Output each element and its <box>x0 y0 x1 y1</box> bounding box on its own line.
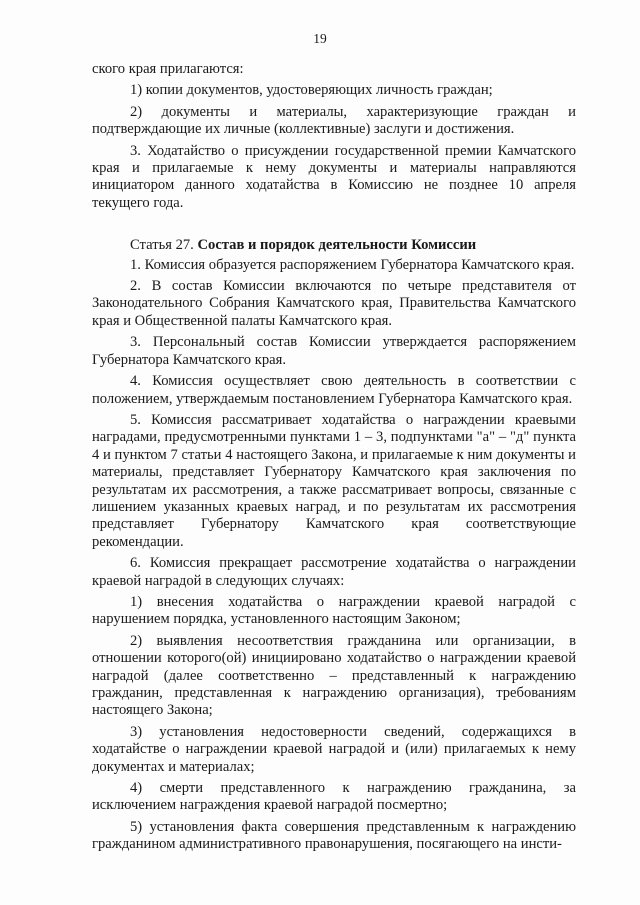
page-number: 19 <box>313 31 327 46</box>
list-item: 1. Комиссия образуется распоряжением Губернатора Камчатского края. <box>130 256 575 273</box>
paragraph: 3. Ходатайство о присуждении государственной премии Камчатского края и прилагаемые к нему документы и материалы направляются инициатором данного ходатайства в Комиссию не позднее 10 апреля текущего года. <box>92 142 576 211</box>
list-item: 5. Комиссия рассматривает ходатайства о награждении краевыми наградами, предусмотренными пунктами 1 – 3, подпунктами "а" – "д" пункта 4 и пунктом 7 статьи 4 настоящего Закона, и прилагаемые к ним документы и материалы, представляет Губернатору Камчатского края заключения по результатам их рассмотрения, а также рассматривает вопросы, связанные с лишением указанных краевых наград, и по результатам их рассмотрения представляет Губернатору Камчатского края соответствующие рекомендации. <box>92 411 576 550</box>
list-item: 3) установления недостоверности сведений, содержащихся в ходатайстве о награждении краевой наградой и (или) прилагаемых к нему документах и материалах; <box>92 723 576 775</box>
list-item: 2. В состав Комиссии включаются по четыре представителя от Законодательного Собрания Камчатского края, Правительства Камчатского края и Общественной палаты Камчатского края. <box>92 278 576 329</box>
article-title: Состав и порядок деятельности Комиссии <box>197 237 477 254</box>
list-item: 1) внесения ходатайства о награждении краевой наградой с нарушением порядка, установленного настоящим Законом; <box>92 593 576 628</box>
list-item: 6. Комиссия прекращает рассмотрение ходатайства о награждении краевой наградой в следующих случаях: <box>92 555 576 589</box>
list-item: 3. Персональный состав Комиссии утверждается распоряжением Губернатора Камчатского края. <box>92 334 576 368</box>
article-label: Статья 27. <box>130 237 194 254</box>
list-item: 4) смерти представленного к награждению гражданина, за исключением награждения краевой наградой посмертно; <box>92 780 576 814</box>
document-body <box>92 61 576 854</box>
list-item: 4. Комиссия осуществляет свою деятельность в соответствии с положением, утверждаемым постановлением Губернатора Камчатского края. <box>92 373 576 407</box>
paragraph: 1) копии документов, удостоверяющих личность граждан; <box>130 82 493 99</box>
list-item: 5) установления факта совершения представленным к награждению гражданином административного правонарушения, посягающего на инсти- <box>92 818 576 853</box>
paragraph: ского края прилагаются: <box>92 61 244 77</box>
list-item: 2) выявления несоответствия гражданина или организации, в отношении которого(ой) инициировано ходатайство о награждении краевой наградой (далее соответственно – представленный к награждению гражданин, представленная к награждению организация), требованиям настоящего Закона; <box>92 632 576 719</box>
article-heading <box>92 237 576 254</box>
paragraph: 2) документы и материалы, характеризующие граждан и подтверждающие их личные (коллективные) заслуги и достижения. <box>92 103 576 138</box>
